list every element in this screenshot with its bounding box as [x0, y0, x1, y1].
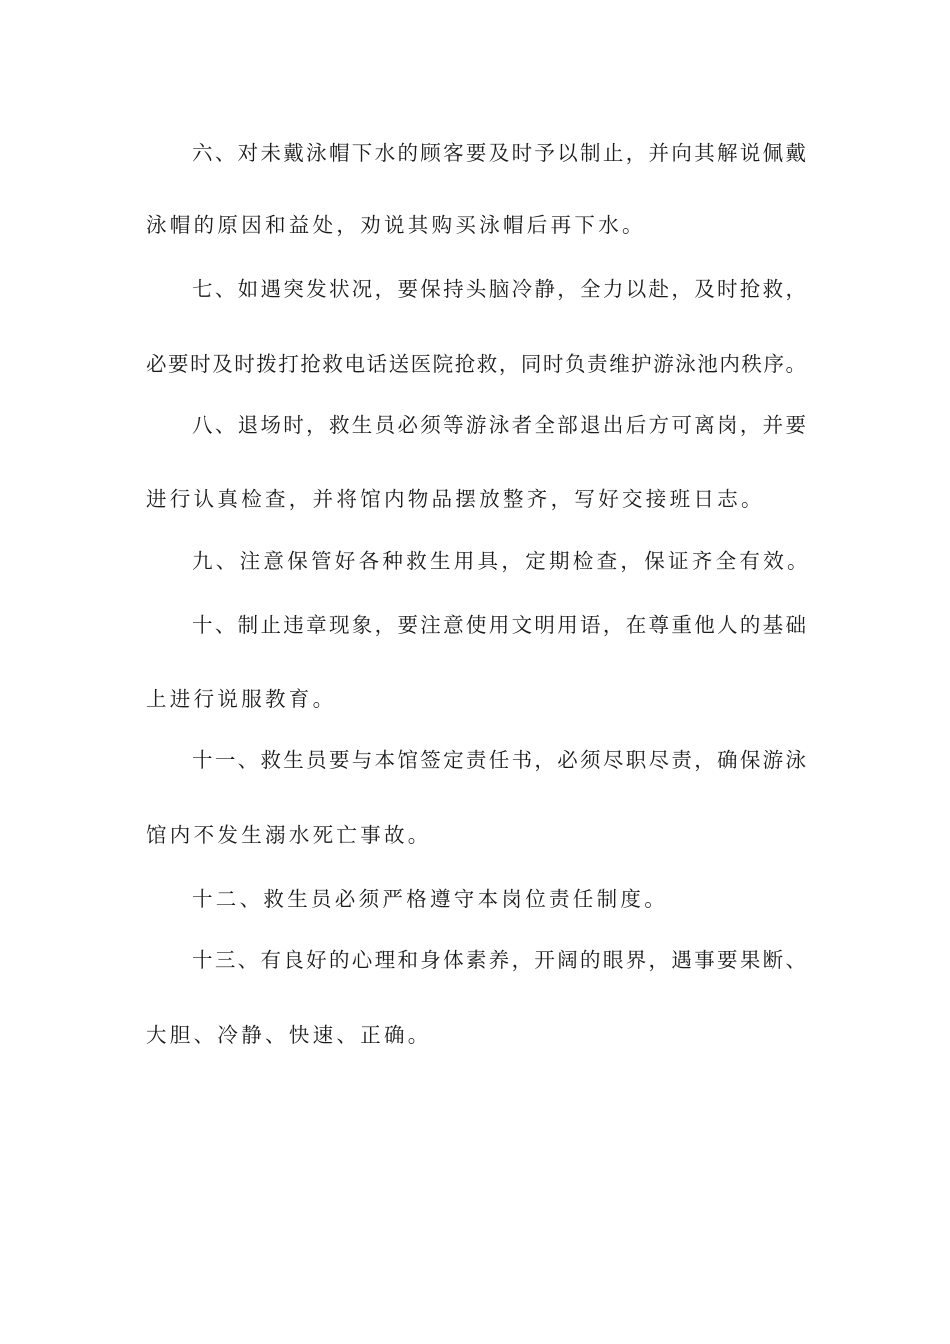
paragraph-10-line-1: 十、制止违章现象，要注意使用文明用语，在尊重他人的基础 — [192, 613, 806, 637]
paragraph-9-line-1: 九、注意保管好各种救生用具，定期检查，保证齐全有效。 — [192, 549, 811, 573]
paragraph-6-line-2: 泳帽的原因和益处，劝说其购买泳帽后再下水。 — [146, 213, 646, 237]
paragraph-8-line-1: 八、退场时，救生员必须等游泳者全部退出后方可离岗，并要 — [192, 413, 806, 437]
paragraph-7-line-2: 必要时及时拨打抢救电话送医院抢救，同时负责维护游泳池内秩序。 — [146, 352, 806, 376]
paragraph-7-line-1: 七、如遇突发状况，要保持头脑冷静，全力以赴，及时抢救， — [192, 277, 806, 301]
paragraph-13-line-2: 大胆、冷静、快速、正确。 — [146, 1023, 432, 1047]
paragraph-12-line-1: 十二、救生员必须严格遵守本岗位责任制度。 — [192, 887, 668, 911]
paragraph-8-line-2: 进行认真检查，并将馆内物品摆放整齐，写好交接班日志。 — [146, 487, 765, 511]
paragraph-11-line-2: 馆内不发生溺水死亡事故。 — [146, 823, 432, 847]
paragraph-11-line-1: 十一、救生员要与本馆签定责任书，必须尽职尽责，确保游泳 — [192, 748, 806, 772]
paragraph-10-line-2: 上进行说服教育。 — [146, 687, 337, 711]
paragraph-13-line-1: 十三、有良好的心理和身体素养，开阔的眼界，遇事要果断、 — [192, 948, 806, 972]
paragraph-6-line-1: 六、对未戴泳帽下水的顾客要及时予以制止，并向其解说佩戴 — [192, 141, 806, 165]
